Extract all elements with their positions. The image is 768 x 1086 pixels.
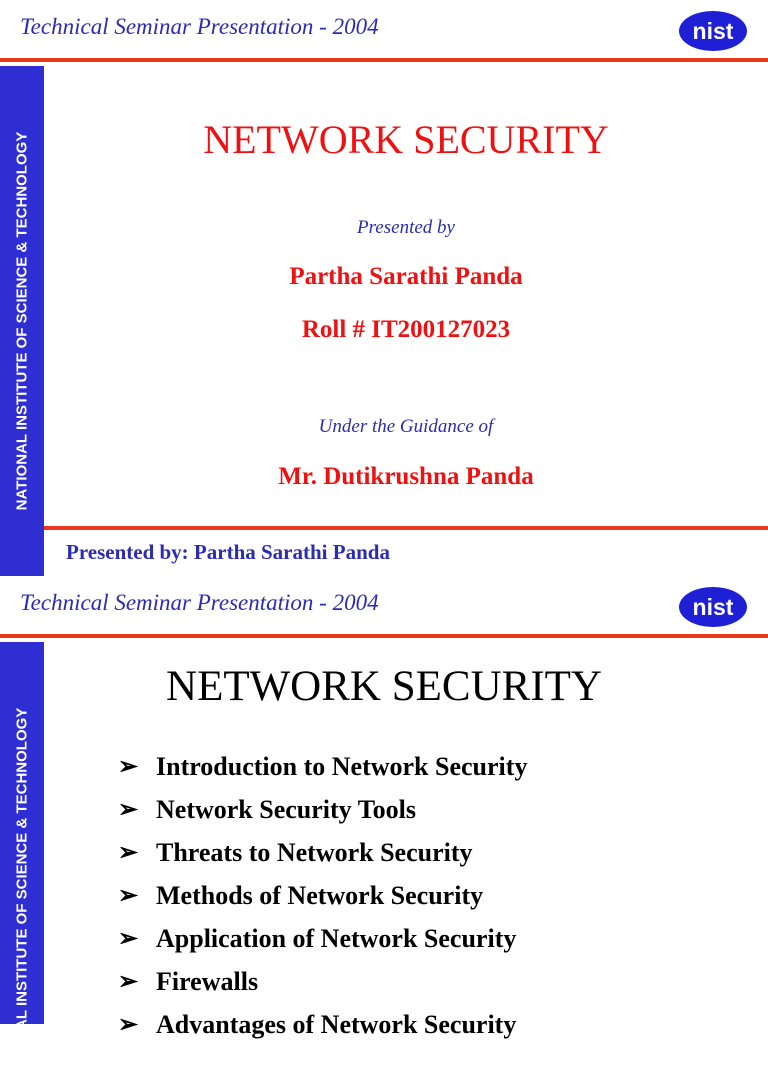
list-item <box>118 795 527 838</box>
arrow-bullet-icon: ➢ <box>118 926 139 952</box>
list-item-label: Advantages of Network Security <box>156 1010 517 1039</box>
slide-title: NETWORK SECURITY <box>203 117 609 162</box>
header-title: Technical Seminar Presentation - 2004 <box>20 14 379 39</box>
svg-text:nist: nist <box>692 18 734 44</box>
guide-name: Mr. Dutikrushna Panda <box>278 463 534 490</box>
institute-sidebar <box>0 66 44 576</box>
presenter-name: Partha Sarathi Panda <box>289 263 523 290</box>
list-item <box>118 752 527 795</box>
list-item <box>118 924 527 967</box>
list-item-label: Threats to Network Security <box>156 838 473 867</box>
arrow-bullet-icon: ➢ <box>118 797 139 823</box>
guidance-label: Under the Guidance of <box>318 416 494 437</box>
footer-presenter: Presented by: Partha Sarathi Panda <box>66 540 390 564</box>
arrow-bullet-icon: ➢ <box>118 1012 139 1038</box>
header-title: Technical Seminar Presentation - 2004 <box>20 590 379 615</box>
roll-number: Roll # IT200127023 <box>301 316 511 343</box>
slide-header <box>0 576 768 634</box>
slide-2 <box>0 576 768 1086</box>
slide-header <box>0 0 768 58</box>
header-divider <box>0 634 768 638</box>
header-divider <box>0 58 768 62</box>
list-item <box>118 838 527 881</box>
svg-text:nist: nist <box>692 594 734 620</box>
list-item-label: Application of Network Security <box>156 924 517 953</box>
presented-by-label: Presented by <box>357 217 455 238</box>
list-item-label: Methods of Network Security <box>156 881 484 910</box>
slide-title: NETWORK SECURITY <box>166 663 602 710</box>
topic-list <box>118 752 527 1053</box>
arrow-bullet-icon: ➢ <box>118 969 139 995</box>
list-item <box>118 881 527 924</box>
nist-logo <box>678 586 748 628</box>
footer-divider <box>44 526 768 530</box>
list-item <box>118 1010 527 1053</box>
arrow-bullet-icon: ➢ <box>118 840 139 866</box>
list-item-label: Introduction to Network Security <box>156 752 528 781</box>
arrow-bullet-icon: ➢ <box>118 754 139 780</box>
institute-sidebar <box>0 642 44 1086</box>
institute-name: NATIONAL INSTITUTE OF SCIENCE & TECHNOLOGY <box>13 707 31 1086</box>
nist-logo <box>678 10 748 52</box>
list-item-label: Network Security Tools <box>156 795 416 824</box>
arrow-bullet-icon: ➢ <box>118 883 139 909</box>
list-item <box>118 967 527 1010</box>
institute-name: NATIONAL INSTITUTE OF SCIENCE & TECHNOLOGY <box>13 131 31 511</box>
list-item-label: Firewalls <box>156 967 259 996</box>
